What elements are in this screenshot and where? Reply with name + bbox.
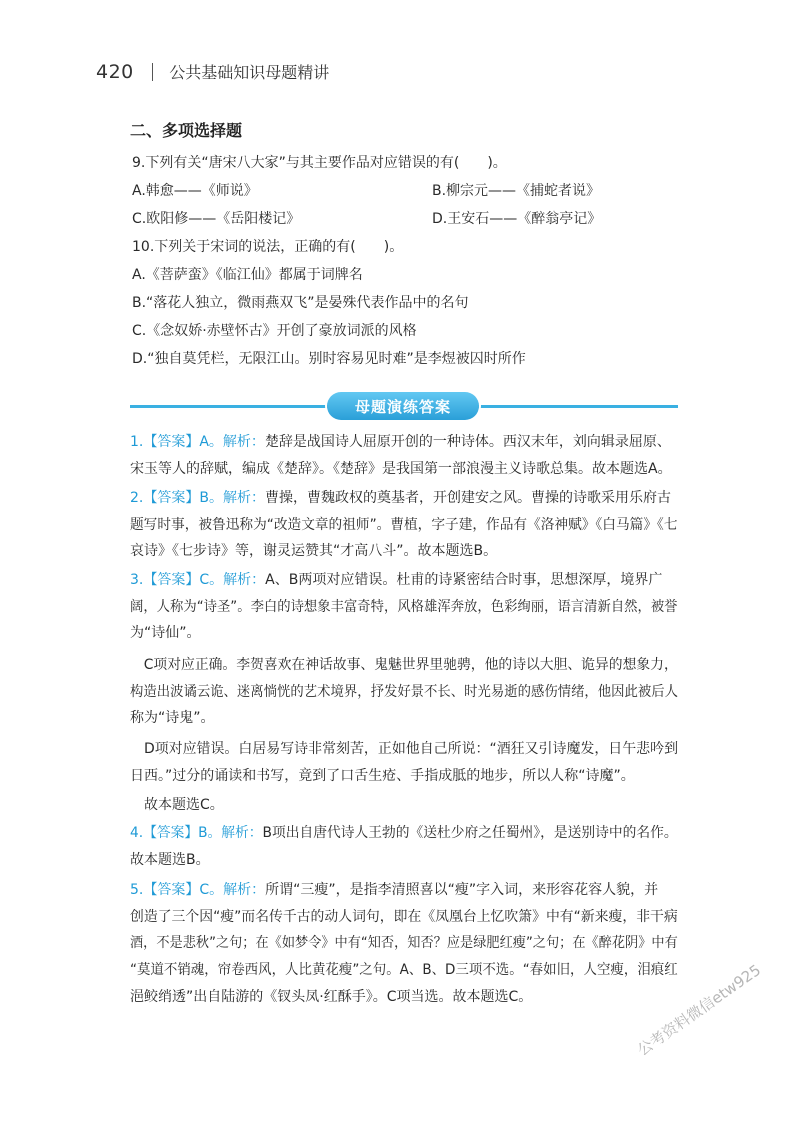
answer-2 — [130, 485, 678, 565]
answer-3-line: 构造出波谲云诡、迷离惝恍的艺术境界，抒发好景不长、时光易逝的感伤情绪，他因此被后人 — [130, 683, 678, 700]
answer-2-line: 题写时事，被鲁迅称为“改造文章的祖师”。曹植，字子建，作品有《洛神赋》《白马篇》《七 — [130, 516, 678, 533]
answer-3 — [130, 567, 678, 647]
answer-3-para-2 — [130, 652, 678, 732]
answer-5-line: “莫道不销魂，帘卷西风，人比黄花瘦”之句。A、B、D三项不选。“春如旧，人空瘦，泪痕红 — [130, 962, 678, 979]
answer-3-line: 故本题选C。 — [144, 797, 224, 813]
answer-5-label: 5.【答案】C。解析： — [130, 882, 266, 898]
answer-3-label: 3.【答案】C。解析： — [130, 572, 266, 588]
question-10-stem: 10.下列关于宋词的说法，正确的有( )。 — [132, 239, 404, 255]
answer-4-label: 4.【答案】B。解析： — [130, 825, 263, 841]
question-9-option-d: D.王安石——《醉翁亭记》 — [432, 211, 602, 227]
answer-5-line: 酒，不是悲秋”之句；在《如梦令》中有“知否，知否？应是绿肥红瘦”之句；在《醉花阴》中有 — [130, 935, 678, 952]
answer-3-line: D项对应错误。白居易写诗非常刻苦，正如他自己所说：“酒狂又引诗魔发，日午悲吟到 — [143, 741, 679, 757]
answer-4-line: B项出自唐代诗人王勃的《送杜少府之任蜀州》，是送别诗中的名作。 — [262, 825, 678, 841]
question-9-option-c: C.欧阳修——《岳阳楼记》 — [132, 211, 301, 227]
page-number: 420 — [96, 60, 134, 83]
answer-2-label: 2.【答案】B。解析： — [130, 490, 265, 506]
question-10-option-d: D.“独自莫凭栏，无限江山。别时容易见时难”是李煜被囚时所作 — [132, 351, 526, 367]
answer-3-para-3 — [130, 736, 678, 789]
answer-1-line: 宋玉等人的辞赋，编成《楚辞》。《楚辞》是我国第一部浪漫主义诗歌总集。故本题选A。 — [130, 460, 672, 477]
answer-3-conclusion — [130, 792, 678, 819]
answer-5-line: 浥鲛绡透”出自陆游的《钗头凤·红酥手》。C项当选。故本题选C。 — [130, 988, 533, 1005]
answer-3-line: 日西。”过分的诵读和书写，竟到了口舌生疮、手指成胝的地步，所以人称“诗魔”。 — [130, 767, 635, 784]
answer-2-line: 曹操，曹魏政权的奠基者，开创建安之风。曹操的诗歌采用乐府古 — [264, 490, 671, 506]
watermark: 公考资料微信etw925 — [634, 960, 765, 1060]
answer-3-line: A、B两项对应错误。杜甫的诗紧密结合时事，思想深厚，境界广 — [265, 572, 663, 588]
answer-3-line: 称为“诗鬼”。 — [130, 710, 215, 727]
question-10-option-a: A.《菩萨蛮》《临江仙》都属于词牌名 — [132, 267, 363, 283]
question-9-option-a: A.韩愈——《师说》 — [132, 183, 258, 199]
answer-4 — [130, 820, 678, 873]
answer-3-line: C项对应正确。李贺喜欢在神话故事、鬼魅世界里驰骋，他的诗以大胆、诡异的想象力， — [143, 657, 678, 673]
page-header — [96, 60, 329, 83]
question-9-option-b: B.柳宗元——《捕蛇者说》 — [432, 183, 601, 199]
question-9-stem: 9.下列有关“唐宋八大家”与其主要作品对应错误的有( )。 — [132, 155, 507, 171]
section-title: 二、多项选择题 — [130, 121, 243, 140]
header-divider — [152, 63, 154, 81]
question-10-option-b: B.“落花人独立，微雨燕双飞”是晏殊代表作品中的名句 — [132, 295, 469, 311]
answer-1-label: 1.【答案】A。解析： — [130, 434, 265, 450]
answer-banner: 母题演练答案 — [327, 392, 479, 420]
answer-5-line: 所谓“三瘦”，是指李清照喜以“瘦”字入词，来形容花容人貌，并 — [265, 882, 659, 898]
answer-4-line: 故本题选B。 — [130, 851, 210, 868]
answer-1 — [130, 429, 678, 482]
answer-5 — [130, 877, 678, 1011]
answer-2-line: 哀诗》《七步诗》等，谢灵运赞其“才高八斗”。故本题选B。 — [130, 543, 498, 560]
question-10-option-c: C.《念奴娇·赤壁怀古》开创了豪放词派的风格 — [132, 323, 417, 339]
answer-1-line: 楚辞是战国诗人屈原开创的一种诗体。西汉末年，刘向辑录屈原、 — [264, 434, 671, 450]
answer-3-line: 阔，人称为“诗圣”。李白的诗想象丰富奇特，风格雄浑奔放，色彩绚丽，语言清新自然，被誉 — [130, 598, 678, 615]
answer-5-line: 创造了三个因“瘦”而名传千古的动人词句，即在《凤凰台上忆吹箫》中有“新来瘦，非干病 — [130, 908, 678, 925]
book-title: 公共基础知识母题精讲 — [169, 63, 330, 82]
answer-3-line: 为“诗仙”。 — [130, 625, 201, 642]
